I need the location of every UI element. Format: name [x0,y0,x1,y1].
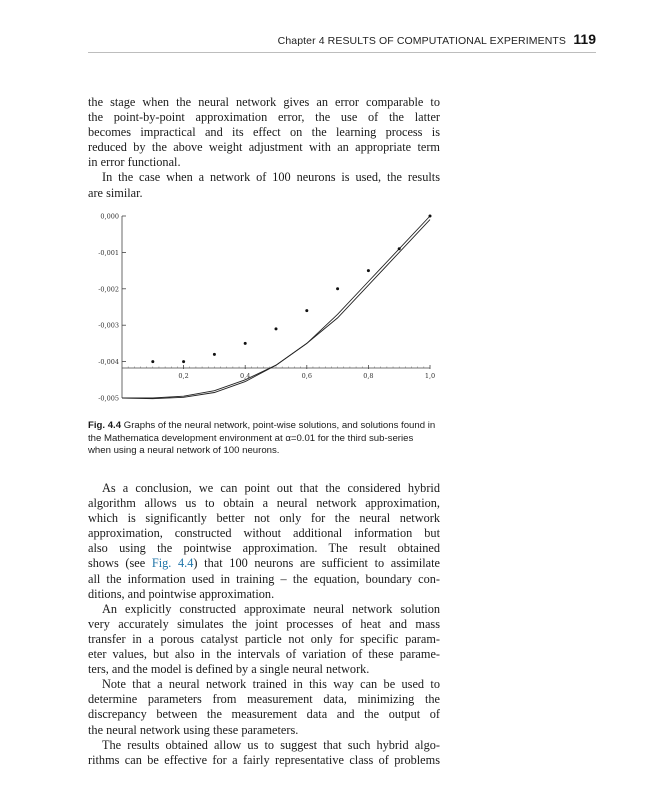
y-tick-label: -0,005 [98,394,119,403]
text-line: also using the pointwise approximation. The result obtained [88,541,440,556]
text-line: all the information used in training – the equation, boundary con- [88,571,440,586]
paragraph-2 [88,170,440,200]
pointwise-data-point [151,360,154,363]
text-line: very accurately simulates the joint processes of heat and mass [88,616,440,631]
figure-reference-link[interactable]: Fig. 4.4 [151,556,194,571]
header-rule [88,52,596,53]
x-tick-label: 0,4 [240,372,251,380]
text-line: rithms can be effective for a fairly representative class of problems [88,752,440,767]
text-line: ters, and the model is defined by a single neural network. [88,662,370,677]
paragraph-note [88,677,440,737]
text-line: reduced by the above weight adjustment with an appropriate term [88,140,440,155]
caption-line: the Mathematica development environment at α=0.01 for the third sub-series [88,432,414,444]
pointwise-data-point [429,215,432,218]
pointwise-data-point [398,247,401,250]
paragraph-results [88,738,440,768]
page-number: 119 [573,31,596,47]
text-line: In the case when a network of 100 neurons is used, the results [102,170,440,185]
text-line: An explicitly constructed approximate neural network solution [102,601,440,616]
text-line: algorithm allows us to obtain a neural network approximation, [88,496,440,511]
text-line: The results obtained allow us to suggest that such hybrid algo- [102,737,440,752]
caption-line: when using a neural network of 100 neurons. [88,445,280,457]
x-tick-label: 0,6 [301,372,312,380]
caption-line: Graphs of the neural network, point-wise solutions, and solutions found in [123,420,436,431]
text-fragment: ) that 100 neurons are sufficient to assimilate [193,556,440,571]
paragraph-conclusion [88,481,440,602]
y-tick-label: -0,003 [98,321,119,330]
text-line: in error functional. [88,155,181,170]
text-line: ditions, and pointwise approximation. [88,586,275,601]
pointwise-data-point [275,327,278,330]
x-tick-label: 1,0 [424,372,436,380]
y-tick-label: 0,000 [100,212,119,221]
chapter-title: Chapter 4 RESULTS OF COMPUTATIONAL EXPERIMENTS [277,35,566,47]
text-line: approximation, constructed without additional information but [88,526,440,541]
text-line: eter values, but also in the intervals of variation of these parame- [88,647,440,662]
neural-network-line [122,216,430,398]
text-line [88,556,440,571]
bottom-text-block [88,481,440,768]
text-line: the stage when the neural network gives an error comparable to [88,95,440,109]
y-tick-label: -0,002 [98,285,119,294]
text-line: As a conclusion, we can point out that the considered hybrid [102,481,440,495]
y-tick-label: -0,001 [98,248,119,257]
text-line: Note that a neural network trained in this way can be used to [102,677,440,692]
pointwise-data-point [336,287,339,290]
text-line: which is significantly better not only for the neural network [88,511,440,526]
figure-label: Fig. 4.4 [88,420,122,431]
y-tick-label: -0,004 [98,358,119,367]
x-tick-label: 0,2 [178,372,189,380]
text-line: discrepancy between the measurement data and the output of [88,707,440,722]
figure-caption [88,420,442,458]
running-header [88,28,596,54]
x-tick-label: 0,8 [363,372,374,380]
text-line: the point-by-point approximation error, the use of the latter [88,110,440,125]
text-line: are similar. [88,185,143,200]
paragraph-explicit [88,602,440,677]
text-line: becomes impractical and its effect on the learning process is [88,125,440,140]
text-fragment: shows (see [88,556,152,571]
figure-4-4-chart [88,208,440,413]
pointwise-data-point [367,269,370,272]
text-line: determine parameters from measurement data, minimizing the [88,692,440,707]
pointwise-data-point [182,360,185,363]
top-text-block [88,95,440,201]
text-line: transfer in a porous catalyst particle not only for specific param- [88,631,440,646]
pointwise-data-point [305,309,308,312]
text-line: the neural network using these parameters. [88,722,299,737]
mathematica-solution-line [122,220,430,399]
pointwise-data-point [213,353,216,356]
paragraph-1 [88,95,440,170]
pointwise-data-point [244,342,247,345]
